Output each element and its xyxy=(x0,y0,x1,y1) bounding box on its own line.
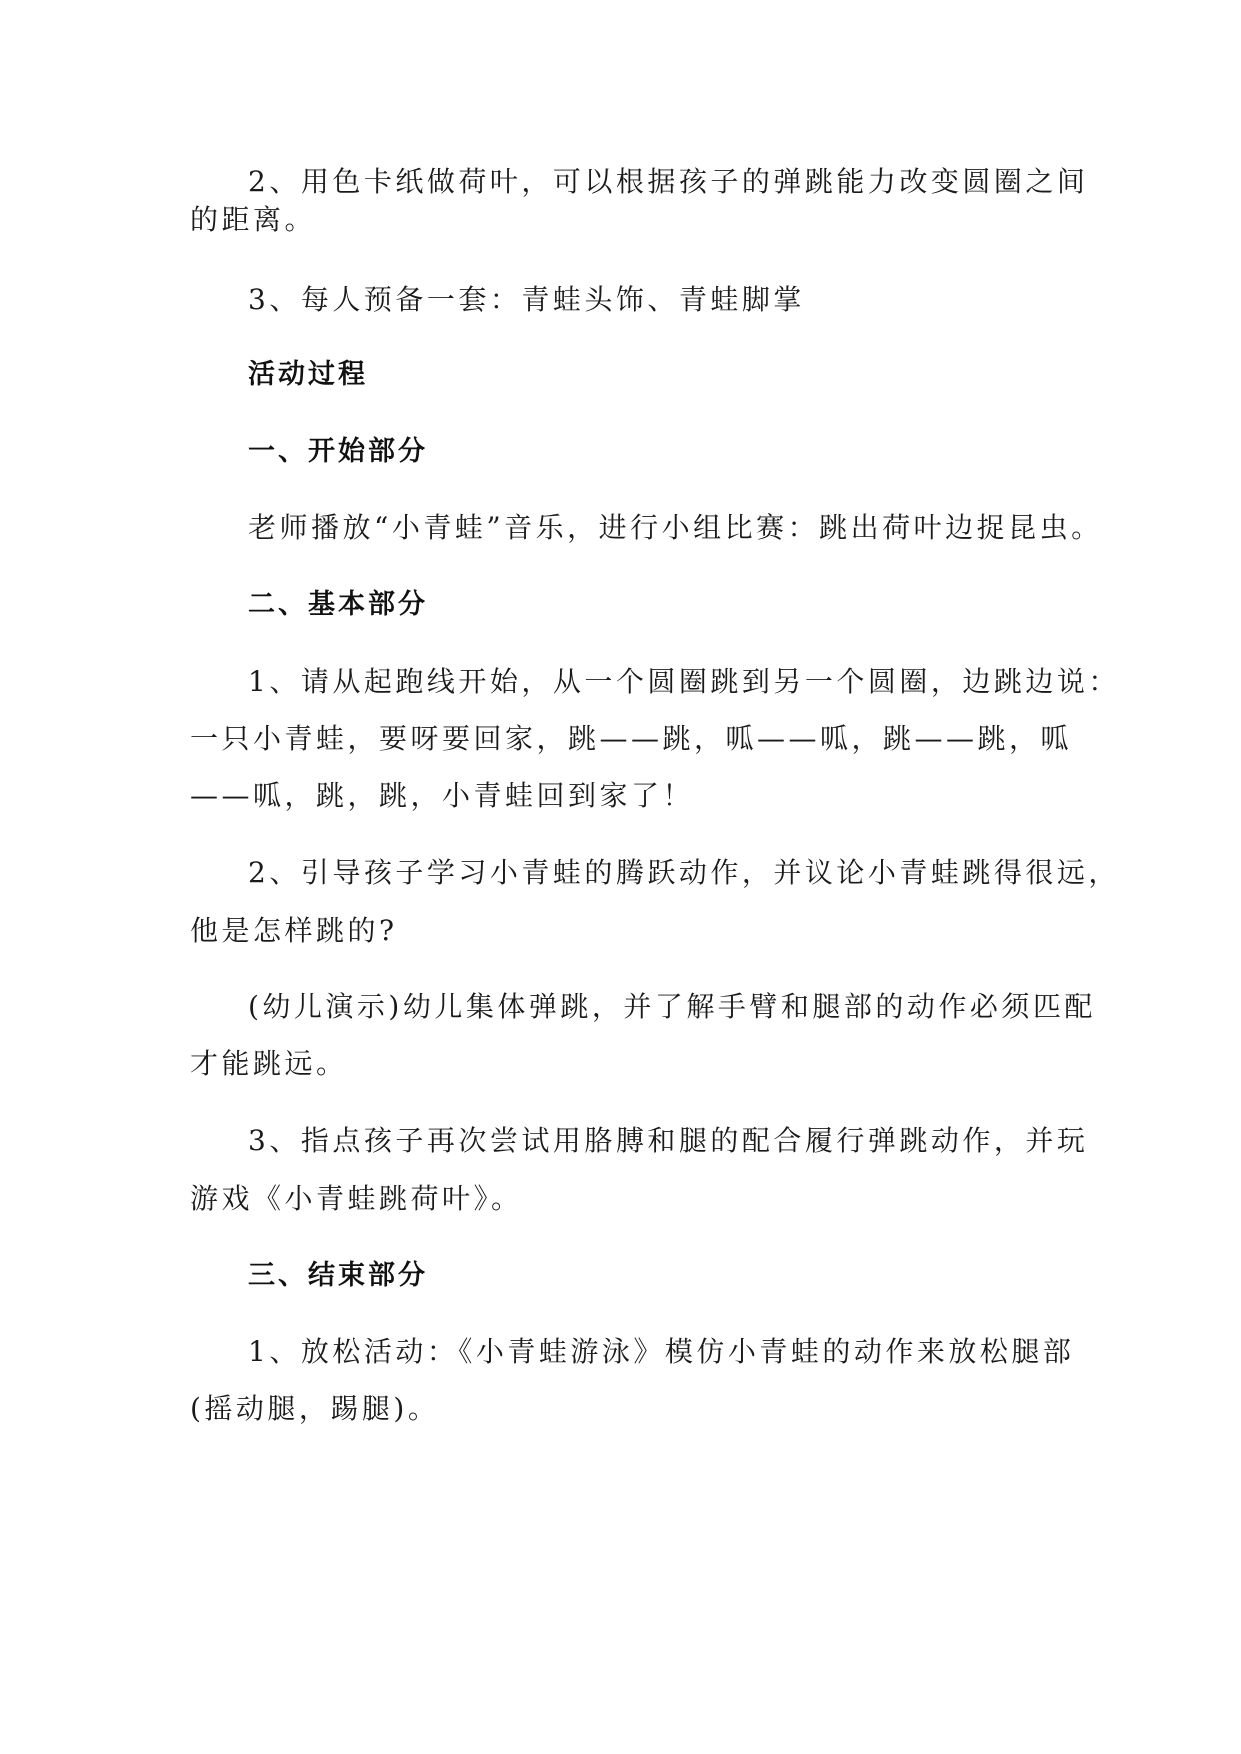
paragraph-line: 1、放松活动：《小青蛙游泳》模仿小青蛙的动作来放松腿部 xyxy=(248,1335,1075,1368)
paragraph-line: 他是怎样跳的? xyxy=(190,914,398,947)
paragraph-line: 老师播放“小青蛙”音乐，进行小组比赛：跳出荷叶边捉昆虫。 xyxy=(248,511,1103,544)
section-heading: 活动过程 xyxy=(248,359,368,390)
paragraph-line: (摇动腿，踢腿)。 xyxy=(190,1392,440,1425)
paragraph-line: 2、引导孩子学习小青蛙的腾跃动作，并议论小青蛙跳得很远， xyxy=(248,856,1120,889)
paragraph-line: 一只小青蛙，要呀要回家，跳——跳，呱——呱，跳——跳，呱 xyxy=(190,722,1073,755)
paragraph-line: 游戏《小青蛙跳荷叶》。 xyxy=(190,1182,523,1215)
paragraph-line: 3、每人预备一套：青蛙头饰、青蛙脚掌 xyxy=(248,283,805,316)
paragraph-line: 2、用色卡纸做荷叶，可以根据孩子的弹跳能力改变圆圈之间 xyxy=(248,165,1089,198)
paragraph-line: 的距离。 xyxy=(190,203,317,236)
paragraph-line: (幼儿演示)幼儿集体弹跳，并了解手臂和腿部的动作必须匹配 xyxy=(248,990,1096,1023)
paragraph-line: 3、指点孩子再次尝试用胳膊和腿的配合履行弹跳动作，并玩 xyxy=(248,1124,1089,1157)
section-heading: 一、开始部分 xyxy=(248,436,428,467)
paragraph-line: ——呱，跳，跳，小青蛙回到家了！ xyxy=(190,779,695,812)
paragraph-line: 才能跳远。 xyxy=(190,1047,348,1080)
paragraph-line: 1、请从起跑线开始，从一个圆圈跳到另一个圆圈，边跳边说： xyxy=(248,665,1120,698)
section-heading: 三、结束部分 xyxy=(248,1260,428,1291)
section-heading: 二、基本部分 xyxy=(248,589,428,620)
